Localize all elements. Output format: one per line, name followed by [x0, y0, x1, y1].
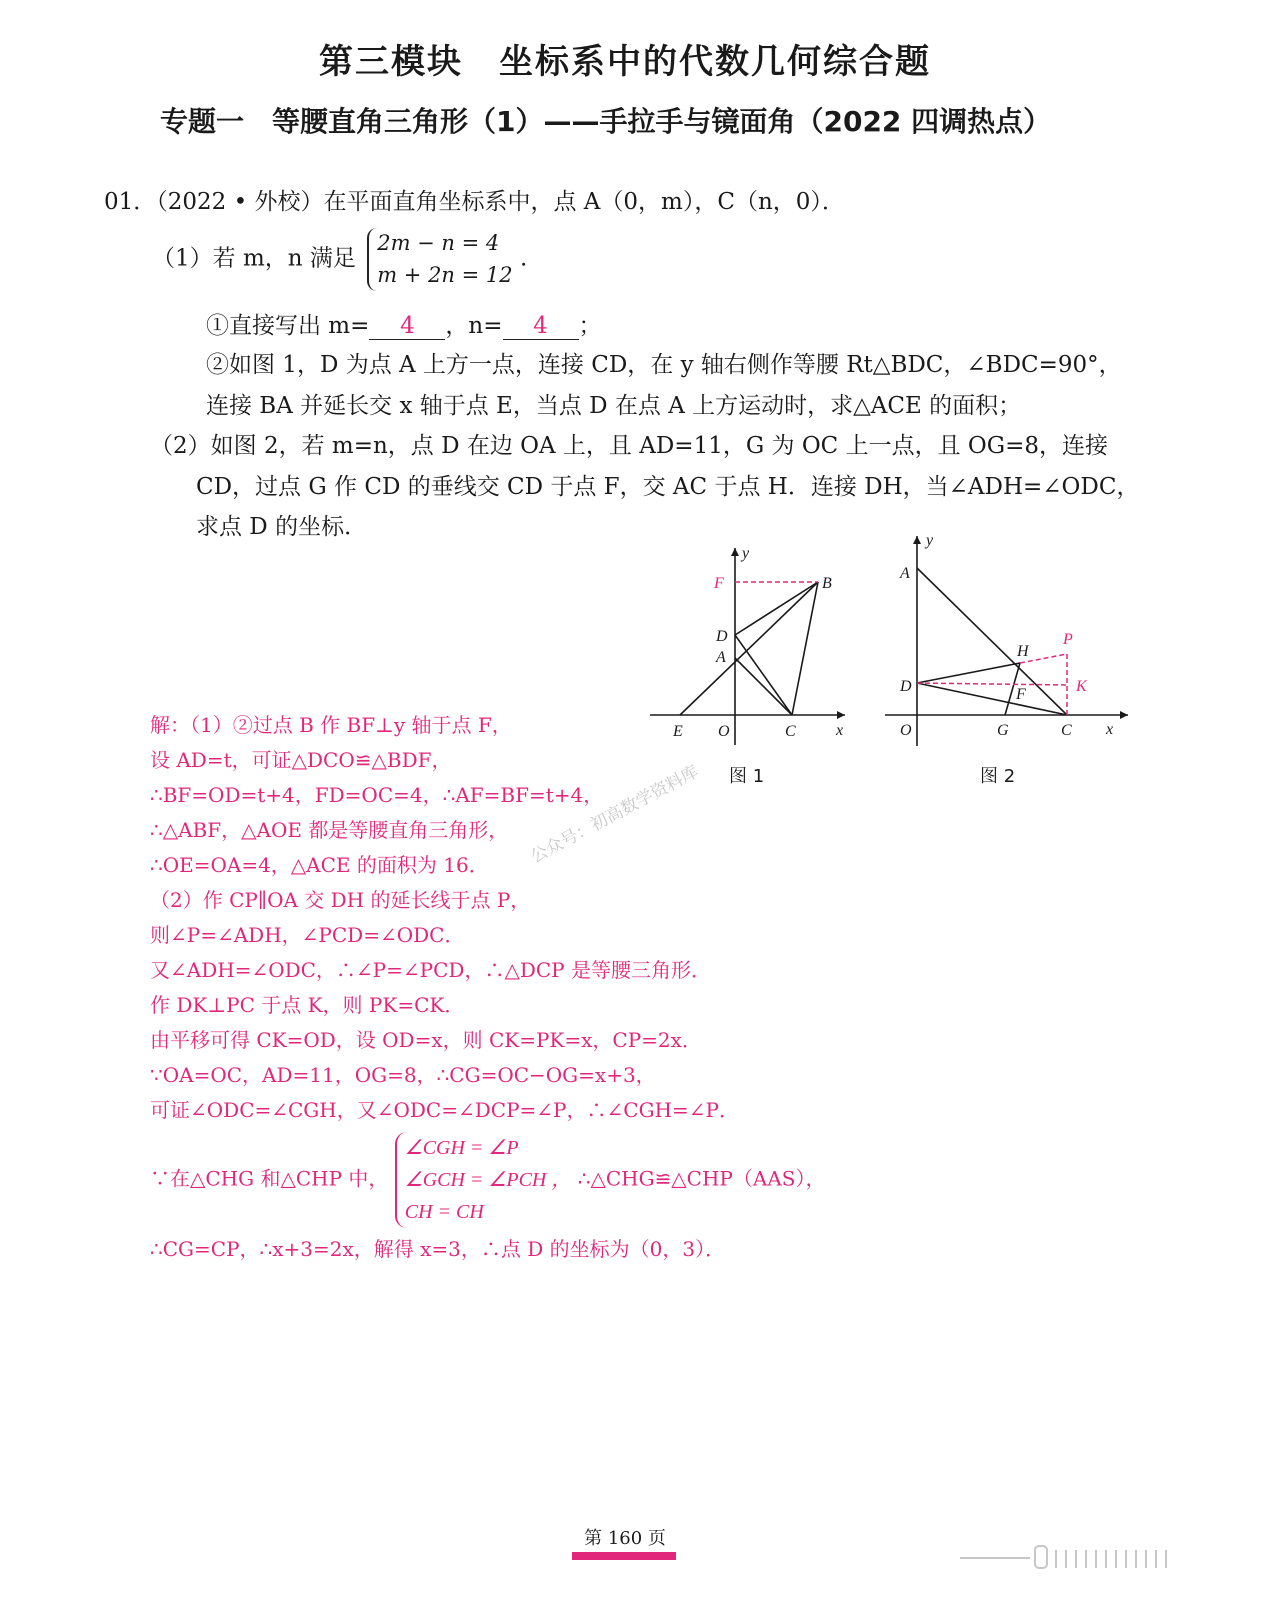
fig2-label-y: y — [926, 532, 934, 549]
solution-line-4: ∴△ABF，△AOE 都是等腰直角三角形， — [150, 818, 509, 842]
figure-2 — [880, 528, 1130, 750]
fig1-label-x: x — [836, 722, 844, 739]
fig2-x-arrow — [1120, 711, 1128, 719]
solution-line-8: 又∠ADH=∠ODC，∴∠P=∠PCD，∴△DCP 是等腰三角形． — [150, 958, 711, 982]
answer-m-blank: 4 — [369, 314, 445, 340]
fig1-label-E: E — [673, 723, 683, 740]
solution-line-10: 由平移可得 CK=OD，设 OD=x，则 CK=PK=x，CP=2x． — [150, 1028, 702, 1052]
fig2-label-C: C — [1061, 722, 1072, 739]
sub1-prefix: ①直接写出 m= — [206, 313, 370, 339]
fig2-line-DC — [917, 683, 1067, 715]
solution-line-11: ∵OA=OC，AD=11，OG=8，∴CG=OC−OG=x+3， — [150, 1063, 656, 1087]
solution — [150, 708, 825, 1267]
solution-line-3: ∴BF=OD=t+4，FD=OC=4，∴AF=BF=t+4， — [150, 783, 604, 807]
sub1-line — [206, 310, 602, 342]
solution-line-6: （2）作 CP∥OA 交 DH 的延长线于点 P， — [150, 888, 531, 912]
fig1-label-F: F — [714, 575, 724, 592]
fig1-label-C: C — [785, 723, 796, 740]
equation-end: . — [519, 245, 528, 272]
figure-2-caption: 图 2 — [980, 766, 1016, 787]
fig1-line-AC — [735, 658, 792, 715]
sub2-line-1: ②如图 1，D 为点 A 上方一点，连接 CD，在 y 轴右侧作等腰 Rt△BDC，∠BDC=90°， — [206, 352, 1122, 378]
solution-line-5: ∴OE=OA=4，△ACE 的面积为 16． — [150, 853, 489, 877]
solution-line-14: ∴CG=CP，∴x+3=2x，解得 x=3，∴点 D 的坐标为（0，3）． — [150, 1237, 726, 1261]
fig1-label-A: A — [716, 649, 726, 666]
page-number: 第 160 页 — [584, 1528, 666, 1549]
fig2-label-O: O — [900, 722, 912, 739]
fig1-label-B: B — [822, 575, 832, 592]
part2-line-3: 求点 D 的坐标． — [196, 514, 368, 540]
solution-line-7: 则∠P=∠ADH，∠PCD=∠ODC． — [150, 923, 465, 947]
part2-line-2: CD，过点 G 作 CD 的垂线交 CD 于点 F，交 AC 于点 H．连接 DH，当∠ADH=∠ODC， — [196, 474, 1140, 500]
part1-intro: （1）若 m，n 满足 — [152, 245, 356, 272]
solution-line-13-suffix: ∴△CHG≌△CHP（AAS）， — [577, 1166, 826, 1191]
solution-brace — [395, 1132, 572, 1228]
fig2-line-AC — [917, 568, 1067, 715]
fig2-label-F: F — [1016, 686, 1026, 703]
fig2-label-x: x — [1106, 721, 1114, 738]
fig1-x-arrow — [837, 711, 845, 719]
question-number-line: 01．（2022 • 外校）在平面直角坐标系中，点 A（0，m），C（n，0）． — [104, 189, 845, 215]
footer-accent-bar — [572, 1552, 676, 1560]
solution-line-13 — [150, 1132, 825, 1228]
solution-line-9: 作 DK⊥PC 于点 K，则 PK=CK． — [150, 993, 465, 1017]
fig2-label-H: H — [1017, 643, 1029, 660]
answer-n-blank: 4 — [503, 314, 579, 340]
fig1-label-O: O — [718, 723, 730, 740]
solution-line-13-prefix: ∵在△CHG 和△CHP 中， — [150, 1166, 389, 1191]
fig2-line-DH — [917, 663, 1020, 683]
brace-line-1: ∠CGH = ∠P — [404, 1137, 519, 1159]
fig2-y-arrow — [913, 536, 921, 544]
solution-line-1: 解：（1）②过点 B 作 BF⊥y 轴于点 F， — [150, 713, 512, 737]
module-title: 第三模块 坐标系中的代数几何综合题 — [319, 42, 931, 82]
fig2-line-DK — [917, 683, 1067, 685]
sub1-end: ； — [578, 313, 602, 339]
fig1-line-DB — [735, 582, 818, 635]
equation-1: 2m − n = 4 — [377, 231, 500, 255]
brace-line-3: CH = CH — [404, 1201, 484, 1223]
watermark: 公众号：初高数学资料库 — [527, 761, 702, 868]
fig2-label-K: K — [1076, 678, 1087, 695]
fig1-line-EB — [680, 582, 818, 715]
equation-system — [367, 228, 512, 291]
fig1-label-y: y — [742, 545, 750, 562]
part2-line-1: （2）如图 2，若 m=n，点 D 在边 OA 上，且 AD=11，G 为 OC 上一点，且 OG=8，连接 — [150, 433, 1109, 459]
sub1-mid: ，n= — [445, 313, 503, 339]
fig2-label-G: G — [997, 722, 1009, 739]
fig1-label-D: D — [716, 628, 728, 645]
figure-1-caption: 图 1 — [729, 766, 765, 787]
fig1-line-DC — [735, 635, 792, 715]
fig2-label-D: D — [900, 678, 912, 695]
fig2-label-P: P — [1063, 631, 1073, 648]
topic-title: 专题一 等腰直角三角形（1）——手拉手与镜面角（2022 四调热点） — [160, 105, 1052, 138]
edge-decoration-icon — [960, 1544, 1210, 1570]
sub2-line-2: 连接 BA 并延长交 x 轴于点 E，当点 D 在点 A 上方运动时，求△ACE 的面积； — [206, 393, 1022, 419]
part1-line — [152, 228, 527, 291]
brace-line-2: ∠GCH = ∠PCH ， — [404, 1169, 572, 1191]
fig2-label-A: A — [900, 565, 910, 582]
equation-2: m + 2n = 12 — [377, 262, 513, 287]
solution-line-12: 可证∠ODC=∠CGH，又∠ODC=∠DCP=∠P，∴∠CGH=∠P． — [150, 1098, 739, 1122]
solution-line-2: 设 AD=t，可证△DCO≌△BDF， — [150, 748, 452, 772]
fig1-y-arrow — [731, 548, 739, 556]
fig1-line-BC — [792, 582, 818, 715]
